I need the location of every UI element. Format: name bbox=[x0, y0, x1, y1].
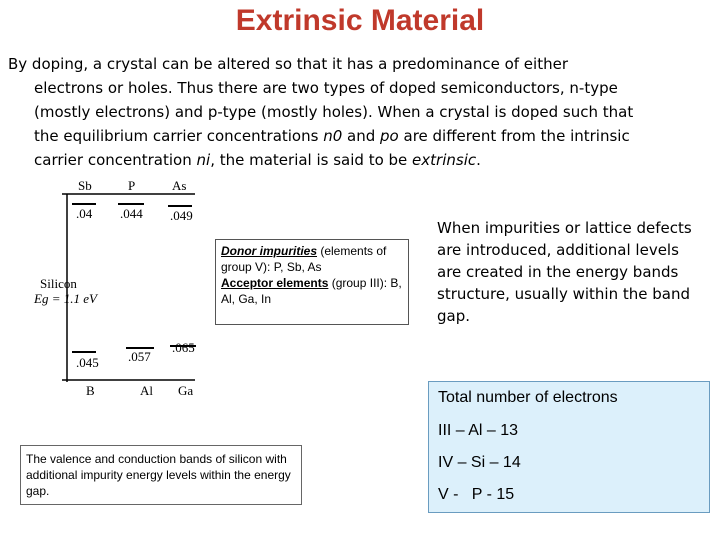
electron-count-box bbox=[428, 381, 710, 513]
donor-as: As bbox=[172, 178, 187, 193]
acceptor-al: Al bbox=[140, 383, 153, 398]
acceptor-level-b: .045 bbox=[76, 355, 99, 370]
donor-impurities-text: (elements of group V): P, Sb, As bbox=[221, 244, 387, 274]
acceptor-elements-label: Acceptor elements bbox=[221, 276, 329, 290]
para-line-5 bbox=[8, 148, 714, 172]
acceptor-level-ga: .065 bbox=[172, 340, 195, 355]
intro-paragraph bbox=[8, 52, 714, 172]
extrinsic-word: extrinsic bbox=[412, 151, 477, 169]
p0-symbol: po bbox=[380, 127, 399, 145]
silicon-label: Silicon bbox=[40, 276, 77, 291]
para-text: , the material is said to be bbox=[210, 151, 413, 169]
electron-count-si: IV – Si – 14 bbox=[438, 454, 521, 471]
donor-level-sb: .04 bbox=[76, 206, 93, 221]
band-diagram bbox=[30, 172, 230, 402]
para-text: carrier concentration bbox=[34, 151, 197, 169]
acceptor-b: B bbox=[86, 383, 95, 398]
para-text: the equilibrium carrier concentrations bbox=[34, 127, 324, 145]
donor-impurities-label: Donor impurities bbox=[221, 244, 318, 258]
page-title: Extrinsic Material bbox=[235, 4, 485, 37]
impurities-explanation: When impurities or lattice defects are introduced, additional levels are created in the energy bands structure, usually within the band gap. bbox=[437, 219, 692, 325]
electron-count-heading: Total number of electrons bbox=[438, 389, 618, 406]
acceptor-level-al: .057 bbox=[128, 349, 151, 364]
acceptor-elements-text: (group III): B, Al, Ga, In bbox=[221, 276, 402, 306]
impurities-box bbox=[215, 239, 409, 325]
n0-symbol: n0 bbox=[323, 127, 343, 145]
para-line-1: By doping, a crystal can be altered so that it has a predominance of either bbox=[8, 55, 568, 73]
acceptor-ga: Ga bbox=[178, 383, 194, 398]
donor-p: P bbox=[128, 178, 136, 193]
para-line-2: electrons or holes. Thus there are two types of doped semiconductors, n-type bbox=[34, 79, 618, 97]
donor-sb: Sb bbox=[78, 178, 92, 193]
para-line-3: (mostly electrons) and p-type (mostly holes). When a crystal is doped such that bbox=[34, 103, 634, 121]
para-text: . bbox=[476, 151, 481, 169]
donor-level-p: .044 bbox=[120, 206, 143, 221]
para-text: and bbox=[342, 127, 381, 145]
para-line-4 bbox=[8, 124, 714, 148]
gap-label: Eg = 1.1 eV bbox=[34, 291, 97, 306]
electron-count-al: III – Al – 13 bbox=[438, 422, 519, 439]
donor-level-as: .049 bbox=[170, 208, 193, 223]
para-text: are different from the intrinsic bbox=[398, 127, 630, 145]
electron-count-p: V - P - 15 bbox=[438, 486, 515, 503]
ni-symbol: ni bbox=[196, 151, 211, 169]
diagram-caption: The valence and conduction bands of silicon with additional impurity energy levels within the energy gap. bbox=[20, 445, 302, 505]
